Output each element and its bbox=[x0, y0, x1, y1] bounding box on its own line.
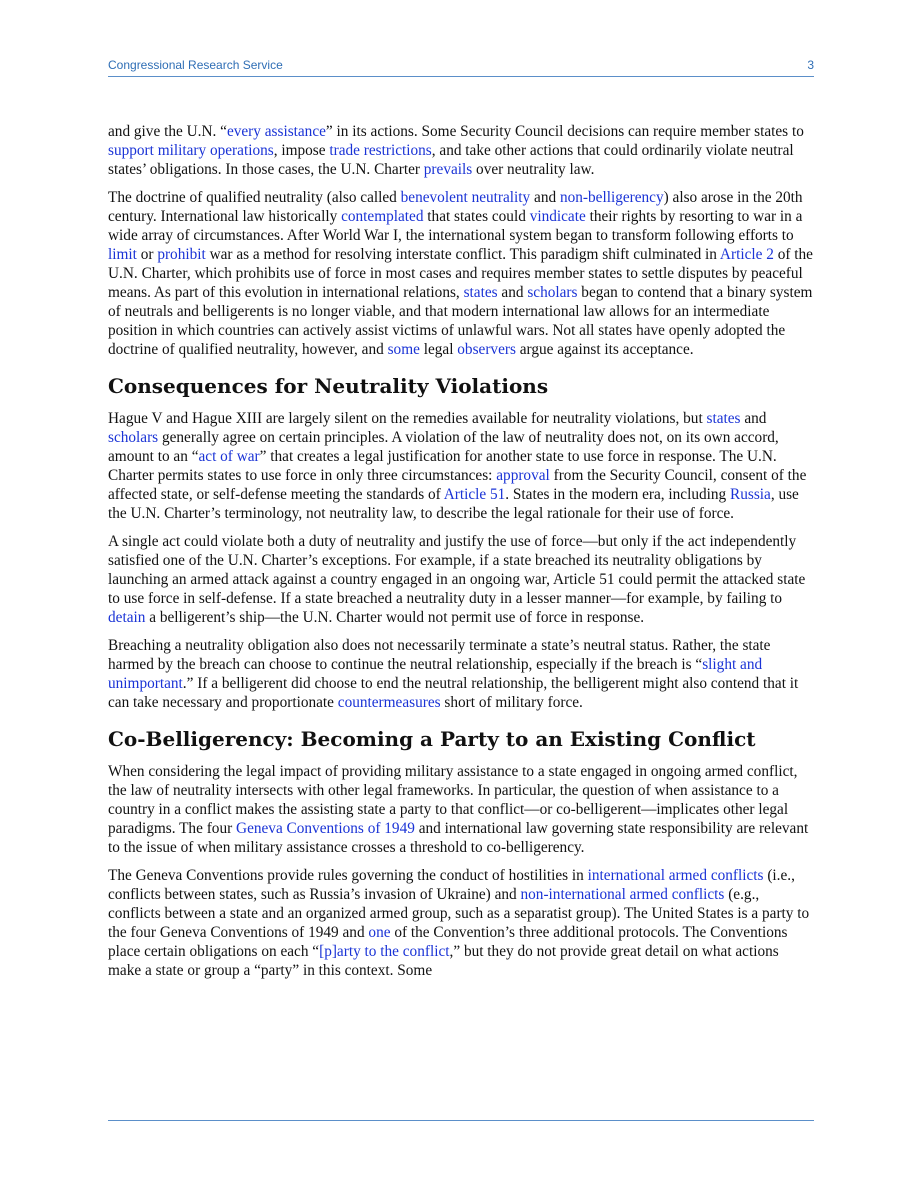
link-benevolent-neutrality[interactable]: benevolent neutrality bbox=[400, 189, 531, 206]
link-article-51[interactable]: Article 51 bbox=[443, 486, 506, 503]
link-approval[interactable]: approval bbox=[496, 467, 550, 484]
link-limit[interactable]: limit bbox=[108, 246, 137, 263]
paragraph-6 bbox=[108, 762, 814, 857]
link-non-belligerency[interactable]: non-belligerency bbox=[559, 189, 664, 206]
link-contemplated[interactable]: contemplated bbox=[341, 208, 424, 225]
paragraph-1 bbox=[108, 122, 814, 179]
text: ,” but they do not provide great detail on what actions make a state or group a “party” in this context. Some bbox=[108, 943, 779, 979]
text: and international law governing state responsibility are relevant to the issue of when military assistance crosses a threshold to co-belligerency. bbox=[108, 820, 809, 856]
link-every-assistance[interactable]: every assistance bbox=[226, 123, 326, 140]
text: of the U.N. Charter, which prohibits use of force in most cases and requires member states to settle disputes by peaceful means. As part of this evolution in international relations, bbox=[108, 246, 813, 301]
text: and bbox=[530, 189, 560, 206]
text: A single act could violate both a duty of neutrality and justify the use of force—but only if the act independently satisfied one of the U.N. Charter’s exceptions. For example, if a state breached its neutrality obligations by launching an armed attack against a country engaged in an ongoing war, Article 51 could permit the attacked state to use force in self-defense. If a state breached a neutrality duty in a lesser manner—for example, by failing to bbox=[108, 533, 806, 607]
link-russia[interactable]: Russia bbox=[730, 486, 771, 503]
text: from the Security Council, consent of the affected state, or self-defense meeting the standards of bbox=[108, 467, 807, 503]
link-observers[interactable]: observers bbox=[457, 341, 516, 358]
paragraph-5 bbox=[108, 636, 814, 712]
text: began to contend that a binary system of neutrals and belligerents is no longer viable, and that modern international law allows for an intermediate position in which countries can actively assist victims of unlawful wars. Not all states have openly adopted the doctrine of qualified neutrality, however, and bbox=[108, 284, 813, 358]
text: When considering the legal impact of providing military assistance to a state engaged in ongoing armed conflict, the law of neutrality intersects with other legal frameworks. In particular, the question of when assistance to a country in a conflict makes the assisting state a party to that conflict—or co-belligerent—implicates other legal paradigms. The four bbox=[108, 763, 798, 837]
text: (i.e., conflicts between states, such as Russia’s invasion of Ukraine) and bbox=[108, 867, 795, 903]
link-prevails[interactable]: prevails bbox=[423, 161, 473, 178]
link-prohibit[interactable]: prohibit bbox=[157, 246, 206, 263]
text: generally agree on certain principles. A violation of the law of neutrality does not, on its own accord, amount to an “ bbox=[108, 429, 779, 465]
text: their rights by resorting to war in a wide array of circumstances. After World War I, the international system began to transform following efforts to bbox=[108, 208, 803, 244]
section-heading-co-belligerency: Co-Belligerency: Becoming a Party to an Existing Conflict bbox=[108, 727, 756, 751]
text: war as a method for resolving interstate conflict. This paradigm shift culminated in bbox=[205, 246, 720, 263]
text: ” that creates a legal justification for another state to use force in response. The U.N. Charter permits states to use force in only three circumstances: bbox=[108, 448, 777, 484]
text: and bbox=[740, 410, 767, 427]
text: The doctrine of qualified neutrality (also called bbox=[108, 189, 401, 206]
text: argue against its acceptance. bbox=[515, 341, 694, 358]
text: , and take other actions that could ordinarily violate neutral states’ obligations. In those cases, the U.N. Charter bbox=[108, 142, 794, 178]
text: legal bbox=[419, 341, 458, 358]
link-slight-and-unimportant[interactable]: slight and unimportant bbox=[108, 656, 763, 692]
footer-rule bbox=[108, 1120, 814, 1121]
text: short of military force. bbox=[440, 694, 583, 711]
text: and give the U.N. “ bbox=[108, 123, 227, 140]
text: .” If a belligerent did choose to end the neutral relationship, the belligerent might also contend that it can take necessary and proportionate bbox=[108, 675, 799, 711]
link-some[interactable]: some bbox=[387, 341, 420, 358]
link-states[interactable]: states bbox=[706, 410, 741, 427]
text: , use the U.N. Charter’s terminology, not neutrality law, to describe the legal rationale for their use of force. bbox=[108, 486, 799, 522]
text: over neutrality law. bbox=[472, 161, 595, 178]
header-rule bbox=[108, 76, 814, 77]
link-one[interactable]: one bbox=[368, 924, 391, 941]
paragraph-4 bbox=[108, 532, 814, 627]
text: ” in its actions. Some Security Council decisions can require member states to bbox=[325, 123, 804, 140]
section-heading-consequences: Consequences for Neutrality Violations bbox=[108, 374, 549, 398]
header-source: Congressional Research Service bbox=[108, 58, 283, 72]
link-scholars[interactable]: scholars bbox=[527, 284, 578, 301]
link-support-military-operations[interactable]: support military operations bbox=[108, 142, 274, 159]
text: Hague V and Hague XIII are largely silent on the remedies available for neutrality violations, but bbox=[108, 410, 707, 427]
link-international-armed-conflicts[interactable]: international armed conflicts bbox=[587, 867, 764, 884]
link-countermeasures[interactable]: countermeasures bbox=[337, 694, 441, 711]
link-party-to-the-conflict[interactable]: [p]arty to the conflict bbox=[319, 943, 450, 960]
paragraph-3 bbox=[108, 409, 814, 523]
text: , impose bbox=[273, 142, 330, 159]
text: and bbox=[497, 284, 528, 301]
link-vindicate[interactable]: vindicate bbox=[529, 208, 586, 225]
link-scholars[interactable]: scholars bbox=[108, 429, 159, 446]
text: that states could bbox=[423, 208, 530, 225]
link-geneva-conventions[interactable]: Geneva Conventions of 1949 bbox=[236, 820, 415, 837]
header-page-number: 3 bbox=[807, 58, 814, 72]
text: a belligerent’s ship—the U.N. Charter would not permit use of force in response. bbox=[145, 609, 645, 626]
link-act-of-war[interactable]: act of war bbox=[198, 448, 260, 465]
text: The Geneva Conventions provide rules governing the conduct of hostilities in bbox=[108, 867, 588, 884]
link-non-international-armed-conflicts[interactable]: non-international armed conflicts bbox=[520, 886, 725, 903]
paragraph-7 bbox=[108, 866, 814, 980]
text: ) also arose in the 20th century. International law historically bbox=[108, 189, 803, 225]
link-trade-restrictions[interactable]: trade restrictions bbox=[329, 142, 432, 159]
text: (e.g., conflicts between a state and an organized armed group, such as a separatist group). The United States is a party to the four Geneva Conventions of 1949 and bbox=[108, 886, 810, 941]
text: . States in the modern era, including bbox=[505, 486, 731, 503]
text: of the Convention’s three additional protocols. The Conventions place certain obligations on each “ bbox=[108, 924, 788, 960]
link-states[interactable]: states bbox=[463, 284, 498, 301]
text: Breaching a neutrality obligation also does not necessarily terminate a state’s neutral status. Rather, the state harmed by the breach can choose to continue the neutral relationship, especially if the breach is “ bbox=[108, 637, 771, 673]
main-content bbox=[108, 122, 814, 989]
text: or bbox=[136, 246, 158, 263]
link-detain[interactable]: detain bbox=[108, 609, 146, 626]
link-article-2[interactable]: Article 2 bbox=[719, 246, 774, 263]
paragraph-2 bbox=[108, 188, 814, 359]
